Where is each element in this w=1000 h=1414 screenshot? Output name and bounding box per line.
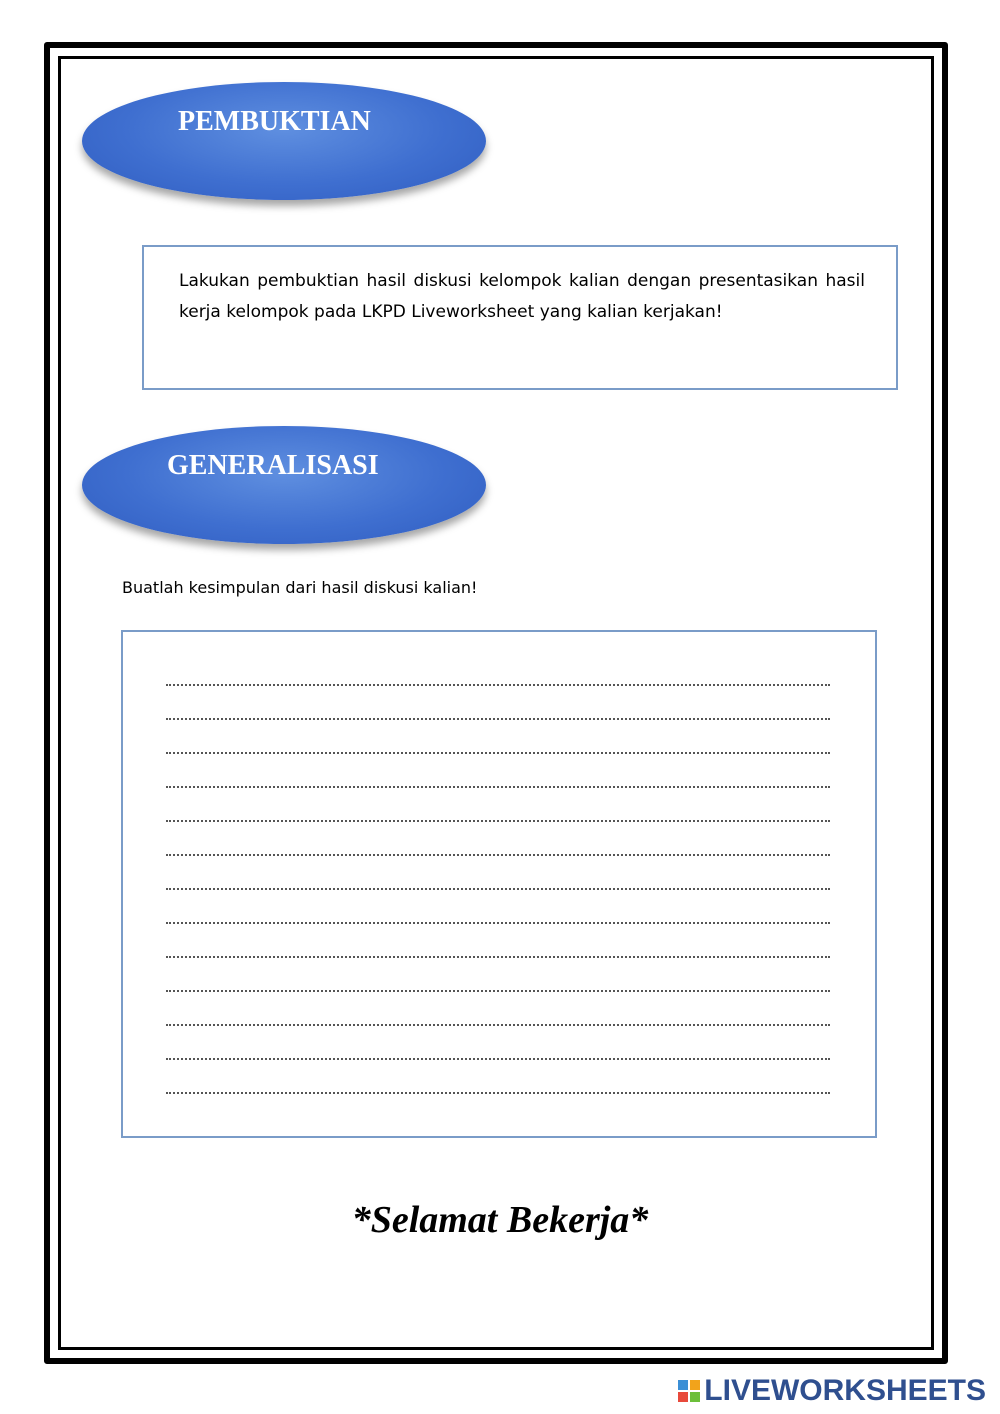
answer-line[interactable] [166, 1026, 830, 1060]
logo-square [678, 1392, 688, 1402]
answer-line[interactable] [166, 1060, 830, 1094]
answer-line[interactable] [166, 754, 830, 788]
answer-line[interactable] [166, 652, 830, 686]
pembuktian-title: PEMBUKTIAN [178, 106, 371, 137]
answer-line[interactable] [166, 686, 830, 720]
generalisasi-title: GENERALISASI [167, 450, 379, 481]
pembuktian-oval [82, 82, 486, 200]
answer-line[interactable] [166, 890, 830, 924]
logo-square [690, 1392, 700, 1402]
answer-line[interactable] [166, 788, 830, 822]
closing-message: *Selamat Bekerja* [351, 1199, 649, 1241]
answer-line[interactable] [166, 958, 830, 992]
answer-line[interactable] [166, 822, 830, 856]
generalisasi-oval [82, 426, 486, 544]
answer-line[interactable] [166, 720, 830, 754]
generalisasi-prompt: Buatlah kesimpulan dari hasil diskusi kalian! [122, 578, 478, 597]
logo-square [678, 1380, 688, 1390]
answer-line[interactable] [166, 924, 830, 958]
pembuktian-instruction: Lakukan pembuktian hasil diskusi kelompok kalian dengan presentasikan hasil kerja kelompok pada LKPD Liveworksheet yang kalian kerjakan! [179, 271, 865, 322]
logo-square [690, 1380, 700, 1390]
liveworksheets-brand [678, 1374, 986, 1408]
answer-lines[interactable] [166, 652, 830, 1094]
answer-line[interactable] [166, 856, 830, 890]
brand-name: LIVEWORKSHEETS [704, 1374, 986, 1407]
answer-line[interactable] [166, 992, 830, 1026]
liveworksheets-logo-icon [678, 1380, 700, 1402]
